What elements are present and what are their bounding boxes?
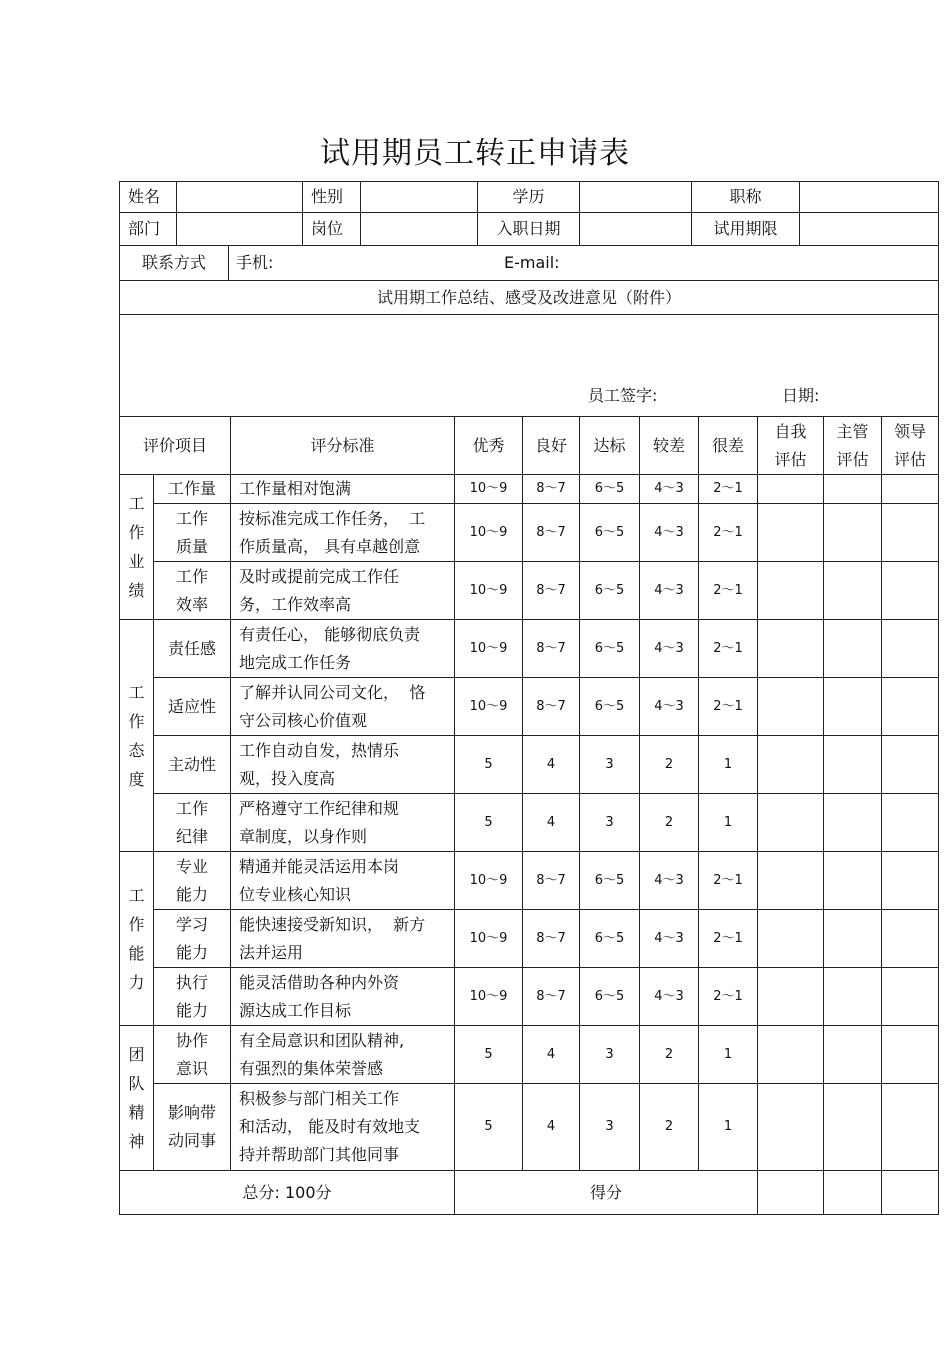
table-row [120, 1084, 939, 1171]
eval-item-line: 专业 [176, 856, 209, 876]
manager-eval-cell[interactable] [824, 794, 882, 852]
score-range: 10～9 [455, 562, 523, 620]
score-label: 得分 [455, 1171, 758, 1215]
eval-item [154, 562, 231, 620]
eval-standard-line: 有责任心， 能够彻底负责 [239, 624, 421, 644]
score-range: 4 [523, 1084, 580, 1171]
eval-item-line: 意识 [176, 1058, 209, 1078]
eval-item [154, 1084, 231, 1171]
leader-eval-cell[interactable] [882, 910, 939, 968]
header-leader-eval-line: 领导 [894, 421, 927, 441]
eval-item-line: 执行 [176, 972, 209, 992]
eval-standard-line: 了解并认同公司文化， 恪 [239, 682, 426, 702]
self-eval-cell[interactable] [758, 852, 824, 910]
group-name-char: 工 [128, 682, 145, 702]
eval-item-line: 能力 [176, 884, 209, 904]
manager-eval-cell[interactable] [824, 736, 882, 794]
date-label: 日期: [782, 386, 820, 405]
score-range: 2 [640, 1084, 699, 1171]
score-range: 8～7 [523, 968, 580, 1026]
score-range: 5 [455, 1084, 523, 1171]
group-name-char: 度 [128, 769, 145, 789]
leader-eval-cell[interactable] [882, 1026, 939, 1084]
score-range: 2～1 [699, 852, 758, 910]
eval-item-line: 影响带 [168, 1103, 217, 1122]
eval-item [154, 1026, 231, 1084]
summary-label: 试用期工作总结、感受及改进意见（附件） [120, 281, 939, 315]
score-range: 4～3 [640, 678, 699, 736]
group-name-char: 神 [128, 1132, 145, 1151]
score-range: 4～3 [640, 852, 699, 910]
eval-standard [231, 736, 455, 794]
post-field[interactable] [361, 213, 478, 246]
eval-standard [231, 678, 455, 736]
table-row [120, 1026, 939, 1084]
eval-item-line: 工作 [176, 566, 209, 586]
eval-standard-line: 持并帮助部门其他同事 [239, 1145, 400, 1164]
manager-eval-cell[interactable] [824, 1084, 882, 1171]
dept-label: 部门 [120, 213, 177, 246]
score-range: 10～9 [455, 910, 523, 968]
summary-area[interactable] [120, 315, 939, 417]
score-range: 4～3 [640, 562, 699, 620]
table-row [120, 504, 939, 562]
self-eval-cell[interactable] [758, 475, 824, 504]
score-range: 2～1 [699, 910, 758, 968]
score-range: 4 [523, 736, 580, 794]
score-range: 6～5 [580, 678, 640, 736]
form-title: 试用期员工转正申请表 [320, 136, 630, 171]
score-range: 2～1 [699, 475, 758, 504]
self-eval-cell[interactable] [758, 1084, 824, 1171]
eval-standard-line: 有全局意识和团队精神, [239, 1030, 405, 1050]
self-eval-cell[interactable] [758, 794, 824, 852]
score-range: 8～7 [523, 678, 580, 736]
gender-label: 性别 [303, 182, 361, 213]
eval-standard-line: 工作自动自发，热情乐 [239, 740, 400, 760]
eval-standard-line: 作质量高， 具有卓越创意 [239, 536, 421, 556]
score-range: 6～5 [580, 968, 640, 1026]
eval-item-line: 效率 [176, 594, 209, 614]
eval-standard-line: 严格遵守工作纪律和规 [239, 798, 400, 818]
manager-eval-cell[interactable] [824, 562, 882, 620]
sign-label: 员工签字: [588, 386, 658, 405]
score-range: 8～7 [523, 620, 580, 678]
group-name-char: 作 [128, 711, 145, 731]
eval-item-line: 能力 [176, 1000, 209, 1020]
header-manager-eval-line: 评估 [836, 449, 869, 469]
score-range: 2 [640, 736, 699, 794]
score-range: 3 [580, 1026, 640, 1084]
leader-eval-cell[interactable] [882, 1084, 939, 1171]
score-range: 2 [640, 1026, 699, 1084]
eval-standard-line: 有强烈的集体荣誉感 [239, 1058, 384, 1078]
eval-item [154, 504, 231, 562]
eval-standard-line: 积极参与部门相关工作 [239, 1089, 400, 1108]
group-name-char: 精 [128, 1103, 145, 1122]
score-range: 5 [455, 794, 523, 852]
header-pass: 达标 [580, 417, 640, 475]
table-row [120, 562, 939, 620]
manager-total-cell[interactable] [824, 1171, 882, 1215]
score-range: 2～1 [699, 968, 758, 1026]
header-leader-eval-line: 评估 [894, 449, 927, 469]
leader-eval-cell[interactable] [882, 562, 939, 620]
score-range: 6～5 [580, 910, 640, 968]
email-label: E-mail: [504, 253, 560, 272]
header-self-eval-line: 自我 [774, 421, 807, 441]
score-range: 8～7 [523, 475, 580, 504]
eval-item-line: 责任感 [168, 638, 217, 658]
eval-item-line: 能力 [176, 942, 209, 962]
name-label: 姓名 [120, 182, 177, 213]
eval-standard-line: 务，工作效率高 [239, 594, 352, 614]
self-eval-cell[interactable] [758, 736, 824, 794]
phone-label: 手机: [236, 253, 274, 272]
header-leader-eval [882, 417, 939, 475]
score-range: 4 [523, 1026, 580, 1084]
self-eval-cell[interactable] [758, 562, 824, 620]
eval-item-line: 学习 [176, 914, 209, 934]
table-row [120, 620, 939, 678]
score-range: 4～3 [640, 910, 699, 968]
score-range: 3 [580, 794, 640, 852]
info-table [119, 181, 939, 246]
manager-eval-cell[interactable] [824, 852, 882, 910]
eval-standard [231, 1026, 455, 1084]
score-range: 8～7 [523, 562, 580, 620]
eval-item-line: 协作 [176, 1030, 209, 1050]
score-range: 6～5 [580, 504, 640, 562]
manager-eval-cell[interactable] [824, 504, 882, 562]
gender-field[interactable] [361, 182, 478, 213]
eval-item [154, 475, 231, 504]
eval-standard-line: 法并运用 [239, 942, 304, 962]
header-item: 评价项目 [120, 417, 231, 475]
leader-eval-cell[interactable] [882, 678, 939, 736]
table-row [120, 794, 939, 852]
header-very-poor: 很差 [699, 417, 758, 475]
eval-standard [231, 910, 455, 968]
eval-item [154, 968, 231, 1026]
group-name-char: 力 [128, 972, 145, 992]
group-name-char: 团 [128, 1045, 145, 1064]
table-row [120, 910, 939, 968]
name-field[interactable] [177, 182, 303, 213]
eval-item-line: 工作 [176, 798, 209, 818]
leader-total-cell[interactable] [882, 1171, 939, 1215]
probation-label: 试用期限 [692, 213, 800, 246]
job-title-label: 职称 [692, 182, 800, 213]
eval-standard-line: 能灵活借助各种内外资 [239, 972, 400, 992]
group-name [120, 1026, 154, 1171]
eval-standard-line: 精通并能灵活运用本岗 [239, 856, 400, 876]
eval-standard-line: 位专业核心知识 [239, 884, 352, 904]
contact-label: 联系方式 [120, 246, 229, 281]
eval-standard-line: 守公司核心价值观 [239, 710, 368, 730]
leader-eval-cell[interactable] [882, 736, 939, 794]
contact-table [119, 245, 939, 417]
score-range: 2 [640, 794, 699, 852]
eval-standard-line: 源达成工作目标 [239, 1000, 352, 1020]
score-range: 10～9 [455, 475, 523, 504]
eval-standard [231, 968, 455, 1026]
eval-standard [231, 852, 455, 910]
group-name-char: 工 [128, 885, 145, 905]
score-range: 5 [455, 736, 523, 794]
group-name-char: 绩 [128, 581, 145, 600]
self-eval-cell[interactable] [758, 968, 824, 1026]
manager-eval-cell[interactable] [824, 910, 882, 968]
eval-item [154, 852, 231, 910]
join-date-field[interactable] [580, 213, 692, 246]
total-score-label: 总分: 100分 [120, 1171, 455, 1215]
self-eval-cell[interactable] [758, 620, 824, 678]
eval-item-line: 主动性 [168, 754, 217, 774]
score-range: 10～9 [455, 968, 523, 1026]
group-name-char: 业 [128, 552, 145, 571]
eval-item [154, 678, 231, 736]
manager-eval-cell[interactable] [824, 620, 882, 678]
score-range: 3 [580, 736, 640, 794]
self-eval-cell[interactable] [758, 504, 824, 562]
leader-eval-cell[interactable] [882, 475, 939, 504]
group-name [120, 475, 154, 620]
header-poor: 较差 [640, 417, 699, 475]
table-row [120, 678, 939, 736]
eval-standard [231, 1084, 455, 1171]
self-eval-cell[interactable] [758, 1026, 824, 1084]
header-self-eval [758, 417, 824, 475]
eval-item-line: 工作 [176, 508, 209, 528]
group-name-char: 队 [128, 1074, 145, 1093]
group-name [120, 852, 154, 1026]
eval-standard-line: 及时或提前完成工作任 [239, 566, 400, 586]
eval-standard-line: 章制度，以身作则 [239, 826, 368, 846]
score-range: 4～3 [640, 968, 699, 1026]
score-range: 2～1 [699, 562, 758, 620]
score-range: 1 [699, 794, 758, 852]
evaluation-table [119, 416, 939, 1171]
header-manager-eval-line: 主管 [836, 421, 869, 441]
job-title-field[interactable] [800, 182, 939, 213]
eval-standard-line: 和活动， 能及时有效地支 [239, 1117, 421, 1136]
score-range: 10～9 [455, 620, 523, 678]
score-range: 10～9 [455, 504, 523, 562]
eval-standard [231, 794, 455, 852]
table-row [120, 736, 939, 794]
eval-item [154, 736, 231, 794]
self-eval-cell[interactable] [758, 910, 824, 968]
score-range: 1 [699, 1026, 758, 1084]
score-range: 5 [455, 1026, 523, 1084]
score-range: 2～1 [699, 504, 758, 562]
score-range: 8～7 [523, 852, 580, 910]
eval-item [154, 794, 231, 852]
eval-item-line: 工作量 [168, 479, 217, 498]
score-range: 4～3 [640, 475, 699, 504]
leader-eval-cell[interactable] [882, 504, 939, 562]
eval-standard [231, 562, 455, 620]
leader-eval-cell[interactable] [882, 794, 939, 852]
header-self-eval-line: 评估 [774, 449, 807, 469]
score-range: 1 [699, 736, 758, 794]
eval-standard [231, 620, 455, 678]
score-range: 1 [699, 1084, 758, 1171]
manager-eval-cell[interactable] [824, 678, 882, 736]
manager-eval-cell[interactable] [824, 475, 882, 504]
score-range: 6～5 [580, 852, 640, 910]
group-name-char: 工 [128, 494, 145, 513]
header-manager-eval [824, 417, 882, 475]
score-range: 6～5 [580, 475, 640, 504]
score-range: 4～3 [640, 504, 699, 562]
table-row [120, 475, 939, 504]
dept-field[interactable] [177, 213, 303, 246]
leader-eval-cell[interactable] [882, 968, 939, 1026]
eval-item [154, 910, 231, 968]
eval-standard [231, 504, 455, 562]
probation-field[interactable] [800, 213, 939, 246]
table-row [120, 968, 939, 1026]
score-range: 2～1 [699, 620, 758, 678]
score-range: 6～5 [580, 562, 640, 620]
eval-standard-line: 能快速接受新知识， 新方 [239, 914, 426, 934]
score-range: 4 [523, 794, 580, 852]
header-standard: 评分标准 [231, 417, 455, 475]
self-eval-cell[interactable] [758, 678, 824, 736]
score-range: 3 [580, 1084, 640, 1171]
manager-eval-cell[interactable] [824, 968, 882, 1026]
eval-standard-line: 工作量相对饱满 [239, 479, 352, 498]
education-field[interactable] [580, 182, 692, 213]
contact-field[interactable] [229, 246, 939, 281]
group-name [120, 620, 154, 852]
group-name-char: 态 [128, 740, 145, 760]
score-range: 6～5 [580, 620, 640, 678]
score-range: 8～7 [523, 910, 580, 968]
score-range: 10～9 [455, 852, 523, 910]
eval-item-line: 质量 [176, 536, 209, 556]
header-excellent: 优秀 [455, 417, 523, 475]
eval-item [154, 620, 231, 678]
header-good: 良好 [523, 417, 580, 475]
eval-standard [231, 475, 455, 504]
self-total-cell[interactable] [758, 1171, 824, 1215]
leader-eval-cell[interactable] [882, 620, 939, 678]
eval-standard-line: 观，投入度高 [239, 768, 336, 788]
table-row [120, 852, 939, 910]
education-label: 学历 [478, 182, 580, 213]
eval-item-line: 适应性 [168, 696, 217, 716]
eval-item-line: 动同事 [168, 1131, 217, 1150]
leader-eval-cell[interactable] [882, 852, 939, 910]
score-range: 10～9 [455, 678, 523, 736]
eval-standard-line: 按标准完成工作任务， 工 [239, 508, 426, 528]
eval-item-line: 纪律 [176, 826, 209, 846]
score-range: 8～7 [523, 504, 580, 562]
group-name-char: 作 [128, 523, 145, 542]
score-range: 2～1 [699, 678, 758, 736]
score-range: 4～3 [640, 620, 699, 678]
eval-standard-line: 地完成工作任务 [239, 652, 352, 672]
footer-table [119, 1170, 939, 1215]
join-date-label: 入职日期 [478, 213, 580, 246]
group-name-char: 作 [128, 914, 145, 934]
application-form [119, 181, 938, 1215]
group-name-char: 能 [128, 943, 145, 963]
post-label: 岗位 [303, 213, 361, 246]
manager-eval-cell[interactable] [824, 1026, 882, 1084]
